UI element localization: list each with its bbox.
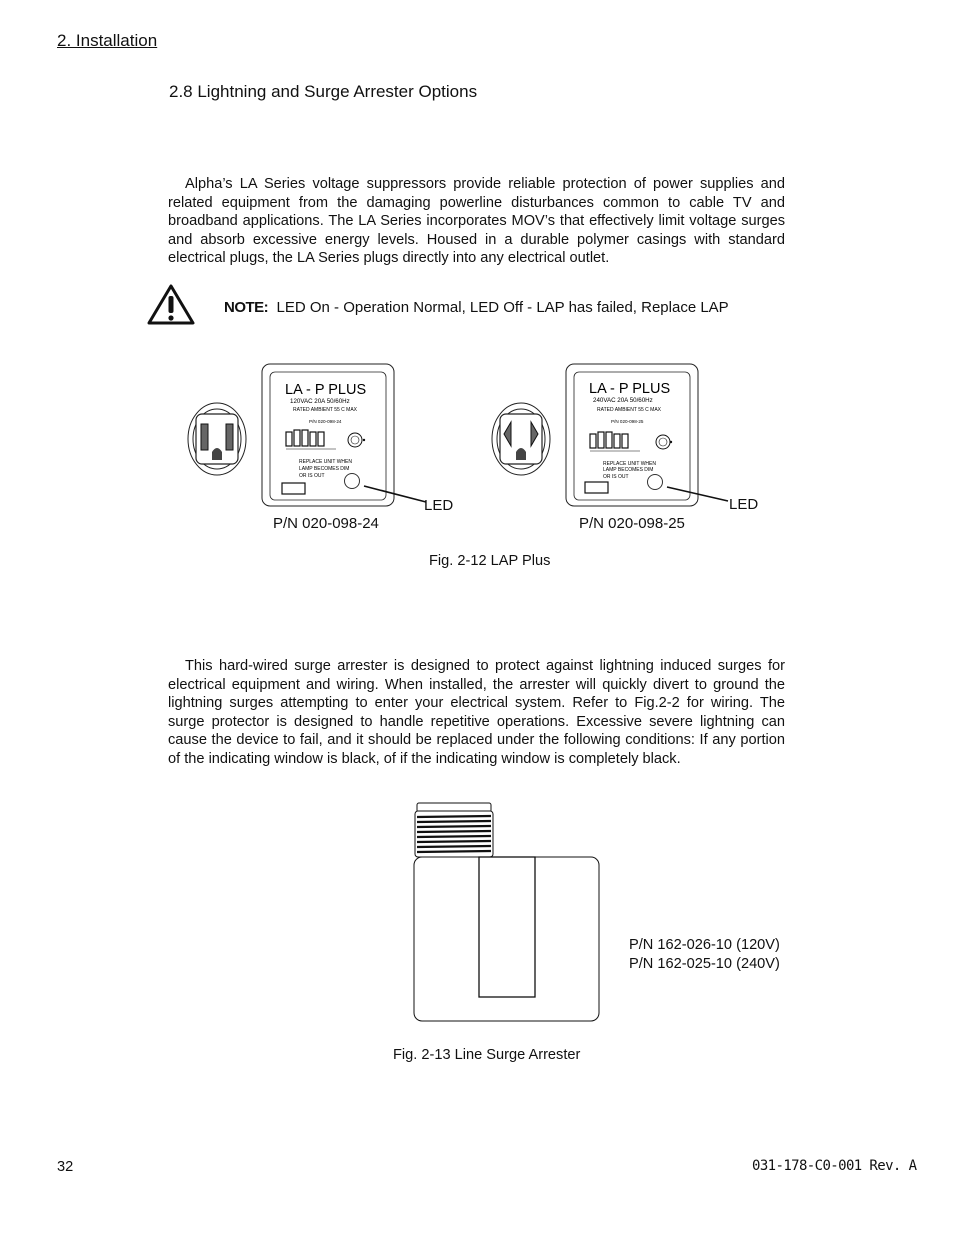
led-lamp-icon	[345, 474, 360, 489]
outlet-plug-120v	[188, 403, 246, 475]
led-label-1: LED	[424, 497, 454, 514]
replace-line-1: REPLACE UNIT WHEN	[299, 459, 352, 465]
section-header: 2. Installation	[57, 31, 158, 50]
figure-caption-2-12: Fig. 2-12 LAP Plus	[429, 553, 551, 569]
rating: 240VAC 20A 50/60Hz	[593, 397, 653, 404]
note	[224, 299, 729, 316]
product-name: LA - P PLUS	[589, 381, 671, 397]
lap-plus-diagram-2	[490, 360, 760, 510]
arrester-pn-120v: P/N 162-026-10 (120V)	[629, 937, 780, 953]
replace-line-3: OR IS OUT	[603, 474, 629, 480]
small-pn: P/N 020-098-24	[309, 419, 342, 424]
rating: 120VAC 20A 50/60Hz	[290, 398, 350, 405]
warning-triangle-icon	[146, 283, 196, 326]
replace-line-1: REPLACE UNIT WHEN	[603, 461, 656, 467]
replace-line-3: OR IS OUT	[299, 473, 325, 479]
section-title: 2.8 Lightning and Surge Arrester Options	[169, 82, 478, 101]
led-lamp-icon	[648, 475, 663, 490]
led-label-2: LED	[729, 496, 759, 513]
note-label: NOTE:	[224, 299, 269, 316]
threaded-neck	[415, 803, 493, 857]
arrester-pn-240v: P/N 162-025-10 (240V)	[629, 956, 780, 972]
ambient: RATED AMBIENT 55 C MAX	[597, 407, 661, 413]
replace-line-2: LAMP BECOMES DIM	[299, 466, 350, 472]
arrester-part-numbers	[629, 936, 780, 974]
part-number-2: P/N 020-098-25	[579, 515, 685, 532]
replace-line-2: LAMP BECOMES DIM	[603, 467, 654, 473]
page-number: 32	[57, 1159, 74, 1175]
small-pn: P/N 020-098-25	[611, 419, 644, 424]
indicator-window	[282, 483, 305, 494]
indicating-window	[479, 857, 535, 997]
intro-paragraph: Alpha’s LA Series voltage suppressors provide reliable protection of power supplies and related equipment from the damaging powerline disturbances common to cable TV and broadband applications. The LA Series incorporates MOV’s that effectively limit voltage surges and absorb excessive energy levels. Housed in a durable polymer casings with standard electrical plugs, the LA Series plugs directly into any electrical outlet.	[168, 176, 785, 267]
part-number-1: P/N 020-098-24	[273, 515, 379, 532]
indicator-window	[585, 482, 608, 493]
outlet-plug-240v	[492, 403, 550, 475]
product-name: LA - P PLUS	[285, 382, 367, 398]
arrester-paragraph: This hard-wired surge arrester is designed to protect against lightning induced surges for electrical equipment and wiring. When installed, the arrester will quickly divert to ground the lightning surges attempting to enter your electrical system. Refer to Fig.2-2 for wiring. The surge protector is designed to handle repetitive operations. Excessive severe lightning can cause the device to fail, and it should be replaced under the following conditions: If any portion of the indicating window is black, of if the indicating window is completely black.	[168, 658, 785, 767]
line-surge-arrester-diagram	[408, 798, 604, 1026]
document-number: 031-178-C0-001 Rev. A	[752, 1158, 917, 1174]
figure-caption-2-13: Fig. 2-13 Line Surge Arrester	[393, 1047, 581, 1063]
note-text: LED On - Operation Normal, LED Off - LAP has failed, Replace LAP	[276, 299, 729, 316]
ambient: RATED AMBIENT 55 C MAX	[293, 407, 357, 413]
lap-plus-diagram-1	[186, 360, 456, 510]
